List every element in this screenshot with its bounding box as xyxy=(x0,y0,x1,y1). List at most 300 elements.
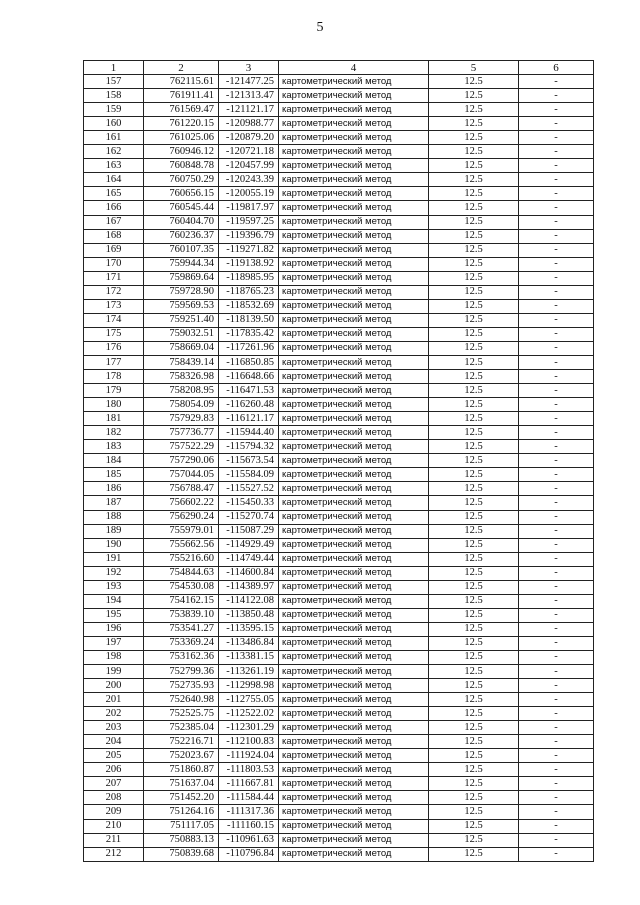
method-cell: картометрический метод xyxy=(279,299,429,313)
point-number-cell: 199 xyxy=(84,665,144,679)
point-number-cell: 171 xyxy=(84,271,144,285)
method-cell: картометрический метод xyxy=(279,552,429,566)
point-number-cell: 212 xyxy=(84,847,144,861)
point-number-cell: 210 xyxy=(84,819,144,833)
method-cell: картометрический метод xyxy=(279,496,429,510)
note-cell: - xyxy=(519,440,594,454)
point-number-cell: 206 xyxy=(84,763,144,777)
x-coordinate-cell: 752799.36 xyxy=(144,665,219,679)
method-cell: картометрический метод xyxy=(279,847,429,861)
note-cell: - xyxy=(519,482,594,496)
column-header: 4 xyxy=(279,61,429,75)
note-cell: - xyxy=(519,426,594,440)
accuracy-cell: 12.5 xyxy=(429,103,519,117)
accuracy-cell: 12.5 xyxy=(429,538,519,552)
method-cell: картометрический метод xyxy=(279,693,429,707)
y-coordinate-cell: -118765.23 xyxy=(219,285,279,299)
note-cell: - xyxy=(519,257,594,271)
y-coordinate-cell: -116260.48 xyxy=(219,398,279,412)
accuracy-cell: 12.5 xyxy=(429,201,519,215)
y-coordinate-cell: -120055.19 xyxy=(219,187,279,201)
table-row xyxy=(84,805,594,819)
point-number-cell: 183 xyxy=(84,440,144,454)
point-number-cell: 176 xyxy=(84,341,144,355)
accuracy-cell: 12.5 xyxy=(429,665,519,679)
x-coordinate-cell: 760404.70 xyxy=(144,215,219,229)
note-cell: - xyxy=(519,285,594,299)
point-number-cell: 174 xyxy=(84,313,144,327)
table-row xyxy=(84,608,594,622)
y-coordinate-cell: -112998.98 xyxy=(219,679,279,693)
y-coordinate-cell: -119396.79 xyxy=(219,229,279,243)
table-row xyxy=(84,693,594,707)
method-cell: картометрический метод xyxy=(279,594,429,608)
note-cell: - xyxy=(519,313,594,327)
point-number-cell: 157 xyxy=(84,75,144,89)
accuracy-cell: 12.5 xyxy=(429,819,519,833)
method-cell: картометрический метод xyxy=(279,117,429,131)
x-coordinate-cell: 760946.12 xyxy=(144,145,219,159)
table-row xyxy=(84,117,594,131)
method-cell: картометрический метод xyxy=(279,763,429,777)
table-row xyxy=(84,468,594,482)
x-coordinate-cell: 759869.64 xyxy=(144,271,219,285)
point-number-cell: 208 xyxy=(84,791,144,805)
y-coordinate-cell: -120457.99 xyxy=(219,159,279,173)
method-cell: картометрический метод xyxy=(279,243,429,257)
point-number-cell: 207 xyxy=(84,777,144,791)
table-row xyxy=(84,721,594,735)
note-cell: - xyxy=(519,145,594,159)
table-row xyxy=(84,299,594,313)
method-cell: картометрический метод xyxy=(279,636,429,650)
x-coordinate-cell: 755979.01 xyxy=(144,524,219,538)
x-coordinate-cell: 758669.04 xyxy=(144,341,219,355)
method-cell: картометрический метод xyxy=(279,187,429,201)
x-coordinate-cell: 758439.14 xyxy=(144,355,219,369)
note-cell: - xyxy=(519,384,594,398)
accuracy-cell: 12.5 xyxy=(429,370,519,384)
note-cell: - xyxy=(519,665,594,679)
method-cell: картометрический метод xyxy=(279,398,429,412)
method-cell: картометрический метод xyxy=(279,833,429,847)
column-header: 6 xyxy=(519,61,594,75)
point-number-cell: 167 xyxy=(84,215,144,229)
method-cell: картометрический метод xyxy=(279,608,429,622)
accuracy-cell: 12.5 xyxy=(429,763,519,777)
method-cell: картометрический метод xyxy=(279,89,429,103)
method-cell: картометрический метод xyxy=(279,749,429,763)
point-number-cell: 165 xyxy=(84,187,144,201)
note-cell: - xyxy=(519,763,594,777)
point-number-cell: 170 xyxy=(84,257,144,271)
x-coordinate-cell: 752525.75 xyxy=(144,707,219,721)
accuracy-cell: 12.5 xyxy=(429,608,519,622)
x-coordinate-cell: 751117.05 xyxy=(144,819,219,833)
table-row xyxy=(84,398,594,412)
method-cell: картометрический метод xyxy=(279,159,429,173)
table-row xyxy=(84,496,594,510)
method-cell: картометрический метод xyxy=(279,201,429,215)
x-coordinate-cell: 759032.51 xyxy=(144,327,219,341)
x-coordinate-cell: 754162.15 xyxy=(144,594,219,608)
accuracy-cell: 12.5 xyxy=(429,426,519,440)
method-cell: картометрический метод xyxy=(279,524,429,538)
note-cell: - xyxy=(519,173,594,187)
point-number-cell: 185 xyxy=(84,468,144,482)
coordinates-table xyxy=(83,60,594,862)
table-row xyxy=(84,454,594,468)
point-number-cell: 177 xyxy=(84,355,144,369)
note-cell: - xyxy=(519,412,594,426)
accuracy-cell: 12.5 xyxy=(429,145,519,159)
accuracy-cell: 12.5 xyxy=(429,243,519,257)
note-cell: - xyxy=(519,847,594,861)
x-coordinate-cell: 759569.53 xyxy=(144,299,219,313)
accuracy-cell: 12.5 xyxy=(429,117,519,131)
accuracy-cell: 12.5 xyxy=(429,285,519,299)
table-row xyxy=(84,482,594,496)
table-row xyxy=(84,622,594,636)
table-row xyxy=(84,370,594,384)
note-cell: - xyxy=(519,187,594,201)
table-row xyxy=(84,847,594,861)
x-coordinate-cell: 760236.37 xyxy=(144,229,219,243)
note-cell: - xyxy=(519,510,594,524)
point-number-cell: 195 xyxy=(84,608,144,622)
accuracy-cell: 12.5 xyxy=(429,173,519,187)
y-coordinate-cell: -115527.52 xyxy=(219,482,279,496)
x-coordinate-cell: 756290.24 xyxy=(144,510,219,524)
table-row xyxy=(84,327,594,341)
accuracy-cell: 12.5 xyxy=(429,229,519,243)
y-coordinate-cell: -115270.74 xyxy=(219,510,279,524)
point-number-cell: 193 xyxy=(84,580,144,594)
accuracy-cell: 12.5 xyxy=(429,412,519,426)
point-number-cell: 198 xyxy=(84,650,144,664)
method-cell: картометрический метод xyxy=(279,426,429,440)
note-cell: - xyxy=(519,243,594,257)
y-coordinate-cell: -111924.04 xyxy=(219,749,279,763)
accuracy-cell: 12.5 xyxy=(429,510,519,524)
method-cell: картометрический метод xyxy=(279,468,429,482)
method-cell: картометрический метод xyxy=(279,791,429,805)
table-row xyxy=(84,833,594,847)
y-coordinate-cell: -114600.84 xyxy=(219,566,279,580)
note-cell: - xyxy=(519,693,594,707)
note-cell: - xyxy=(519,271,594,285)
note-cell: - xyxy=(519,341,594,355)
accuracy-cell: 12.5 xyxy=(429,735,519,749)
x-coordinate-cell: 752385.04 xyxy=(144,721,219,735)
table-row xyxy=(84,313,594,327)
method-cell: картометрический метод xyxy=(279,510,429,524)
x-coordinate-cell: 762115.61 xyxy=(144,75,219,89)
y-coordinate-cell: -110961.63 xyxy=(219,833,279,847)
accuracy-cell: 12.5 xyxy=(429,566,519,580)
method-cell: картометрический метод xyxy=(279,538,429,552)
method-cell: картометрический метод xyxy=(279,721,429,735)
y-coordinate-cell: -121313.47 xyxy=(219,89,279,103)
point-number-cell: 180 xyxy=(84,398,144,412)
x-coordinate-cell: 761025.06 xyxy=(144,131,219,145)
note-cell: - xyxy=(519,608,594,622)
x-coordinate-cell: 760545.44 xyxy=(144,201,219,215)
x-coordinate-cell: 759944.34 xyxy=(144,257,219,271)
x-coordinate-cell: 750839.68 xyxy=(144,847,219,861)
x-coordinate-cell: 750883.13 xyxy=(144,833,219,847)
x-coordinate-cell: 757044.05 xyxy=(144,468,219,482)
method-cell: картометрический метод xyxy=(279,777,429,791)
table-row xyxy=(84,229,594,243)
point-number-cell: 191 xyxy=(84,552,144,566)
note-cell: - xyxy=(519,398,594,412)
method-cell: картометрический метод xyxy=(279,271,429,285)
table-row xyxy=(84,566,594,580)
table-row xyxy=(84,735,594,749)
note-cell: - xyxy=(519,819,594,833)
table-row xyxy=(84,187,594,201)
accuracy-cell: 12.5 xyxy=(429,777,519,791)
note-cell: - xyxy=(519,735,594,749)
point-number-cell: 160 xyxy=(84,117,144,131)
table-row xyxy=(84,440,594,454)
x-coordinate-cell: 760656.15 xyxy=(144,187,219,201)
table-row xyxy=(84,173,594,187)
note-cell: - xyxy=(519,650,594,664)
accuracy-cell: 12.5 xyxy=(429,313,519,327)
note-cell: - xyxy=(519,355,594,369)
table-row xyxy=(84,763,594,777)
method-cell: картометрический метод xyxy=(279,145,429,159)
x-coordinate-cell: 759251.40 xyxy=(144,313,219,327)
table-row xyxy=(84,131,594,145)
accuracy-cell: 12.5 xyxy=(429,622,519,636)
y-coordinate-cell: -120721.18 xyxy=(219,145,279,159)
accuracy-cell: 12.5 xyxy=(429,721,519,735)
note-cell: - xyxy=(519,552,594,566)
table-row xyxy=(84,75,594,89)
accuracy-cell: 12.5 xyxy=(429,833,519,847)
method-cell: картометрический метод xyxy=(279,440,429,454)
x-coordinate-cell: 752216.71 xyxy=(144,735,219,749)
note-cell: - xyxy=(519,749,594,763)
method-cell: картометрический метод xyxy=(279,819,429,833)
x-coordinate-cell: 755216.60 xyxy=(144,552,219,566)
point-number-cell: 182 xyxy=(84,426,144,440)
accuracy-cell: 12.5 xyxy=(429,131,519,145)
table-row xyxy=(84,201,594,215)
method-cell: картометрический метод xyxy=(279,229,429,243)
x-coordinate-cell: 758208.95 xyxy=(144,384,219,398)
method-cell: картометрический метод xyxy=(279,215,429,229)
y-coordinate-cell: -118985.95 xyxy=(219,271,279,285)
point-number-cell: 211 xyxy=(84,833,144,847)
x-coordinate-cell: 752735.93 xyxy=(144,679,219,693)
point-number-cell: 179 xyxy=(84,384,144,398)
note-cell: - xyxy=(519,805,594,819)
point-number-cell: 186 xyxy=(84,482,144,496)
x-coordinate-cell: 758326.98 xyxy=(144,370,219,384)
y-coordinate-cell: -120988.77 xyxy=(219,117,279,131)
point-number-cell: 201 xyxy=(84,693,144,707)
x-coordinate-cell: 754844.63 xyxy=(144,566,219,580)
table-row xyxy=(84,580,594,594)
accuracy-cell: 12.5 xyxy=(429,594,519,608)
x-coordinate-cell: 759728.90 xyxy=(144,285,219,299)
y-coordinate-cell: -112522.02 xyxy=(219,707,279,721)
method-cell: картометрический метод xyxy=(279,173,429,187)
accuracy-cell: 12.5 xyxy=(429,355,519,369)
note-cell: - xyxy=(519,721,594,735)
table-row xyxy=(84,665,594,679)
note-cell: - xyxy=(519,103,594,117)
y-coordinate-cell: -116648.66 xyxy=(219,370,279,384)
y-coordinate-cell: -114122.08 xyxy=(219,594,279,608)
point-number-cell: 189 xyxy=(84,524,144,538)
method-cell: картометрический метод xyxy=(279,327,429,341)
method-cell: картометрический метод xyxy=(279,454,429,468)
x-coordinate-cell: 755662.56 xyxy=(144,538,219,552)
y-coordinate-cell: -116121.17 xyxy=(219,412,279,426)
method-cell: картометрический метод xyxy=(279,257,429,271)
point-number-cell: 203 xyxy=(84,721,144,735)
note-cell: - xyxy=(519,594,594,608)
x-coordinate-cell: 752023.67 xyxy=(144,749,219,763)
note-cell: - xyxy=(519,679,594,693)
note-cell: - xyxy=(519,75,594,89)
table-row xyxy=(84,426,594,440)
accuracy-cell: 12.5 xyxy=(429,636,519,650)
note-cell: - xyxy=(519,117,594,131)
accuracy-cell: 12.5 xyxy=(429,398,519,412)
accuracy-cell: 12.5 xyxy=(429,299,519,313)
table-row xyxy=(84,791,594,805)
x-coordinate-cell: 756788.47 xyxy=(144,482,219,496)
x-coordinate-cell: 753162.36 xyxy=(144,650,219,664)
y-coordinate-cell: -111667.81 xyxy=(219,777,279,791)
point-number-cell: 181 xyxy=(84,412,144,426)
y-coordinate-cell: -116471.53 xyxy=(219,384,279,398)
note-cell: - xyxy=(519,468,594,482)
table-row xyxy=(84,510,594,524)
method-cell: картометрический метод xyxy=(279,735,429,749)
method-cell: картометрический метод xyxy=(279,75,429,89)
x-coordinate-cell: 757290.06 xyxy=(144,454,219,468)
y-coordinate-cell: -113486.84 xyxy=(219,636,279,650)
point-number-cell: 205 xyxy=(84,749,144,763)
table-row xyxy=(84,538,594,552)
table-row xyxy=(84,777,594,791)
y-coordinate-cell: -111803.53 xyxy=(219,763,279,777)
y-coordinate-cell: -113381.15 xyxy=(219,650,279,664)
note-cell: - xyxy=(519,538,594,552)
accuracy-cell: 12.5 xyxy=(429,791,519,805)
y-coordinate-cell: -120243.39 xyxy=(219,173,279,187)
x-coordinate-cell: 760848.78 xyxy=(144,159,219,173)
accuracy-cell: 12.5 xyxy=(429,89,519,103)
note-cell: - xyxy=(519,89,594,103)
point-number-cell: 184 xyxy=(84,454,144,468)
method-cell: картометрический метод xyxy=(279,622,429,636)
point-number-cell: 202 xyxy=(84,707,144,721)
method-cell: картометрический метод xyxy=(279,285,429,299)
point-number-cell: 172 xyxy=(84,285,144,299)
x-coordinate-cell: 751860.87 xyxy=(144,763,219,777)
x-coordinate-cell: 753369.24 xyxy=(144,636,219,650)
table-row xyxy=(84,103,594,117)
y-coordinate-cell: -112301.29 xyxy=(219,721,279,735)
page-number: 5 xyxy=(316,20,324,35)
x-coordinate-cell: 757736.77 xyxy=(144,426,219,440)
x-coordinate-cell: 757522.29 xyxy=(144,440,219,454)
accuracy-cell: 12.5 xyxy=(429,257,519,271)
point-number-cell: 163 xyxy=(84,159,144,173)
accuracy-cell: 12.5 xyxy=(429,327,519,341)
point-number-cell: 200 xyxy=(84,679,144,693)
table-row xyxy=(84,749,594,763)
method-cell: картометрический метод xyxy=(279,805,429,819)
y-coordinate-cell: -114929.49 xyxy=(219,538,279,552)
note-cell: - xyxy=(519,791,594,805)
x-coordinate-cell: 751264.16 xyxy=(144,805,219,819)
point-number-cell: 173 xyxy=(84,299,144,313)
note-cell: - xyxy=(519,215,594,229)
point-number-cell: 164 xyxy=(84,173,144,187)
y-coordinate-cell: -113595.15 xyxy=(219,622,279,636)
point-number-cell: 158 xyxy=(84,89,144,103)
table-row xyxy=(84,159,594,173)
y-coordinate-cell: -116850.85 xyxy=(219,355,279,369)
x-coordinate-cell: 758054.09 xyxy=(144,398,219,412)
table-row xyxy=(84,89,594,103)
accuracy-cell: 12.5 xyxy=(429,805,519,819)
table-row xyxy=(84,524,594,538)
point-number-cell: 168 xyxy=(84,229,144,243)
note-cell: - xyxy=(519,566,594,580)
accuracy-cell: 12.5 xyxy=(429,679,519,693)
accuracy-cell: 12.5 xyxy=(429,215,519,229)
y-coordinate-cell: -112100.83 xyxy=(219,735,279,749)
point-number-cell: 175 xyxy=(84,327,144,341)
table-row xyxy=(84,243,594,257)
table-row xyxy=(84,145,594,159)
y-coordinate-cell: -119138.92 xyxy=(219,257,279,271)
method-cell: картометрический метод xyxy=(279,131,429,145)
accuracy-cell: 12.5 xyxy=(429,693,519,707)
accuracy-cell: 12.5 xyxy=(429,271,519,285)
column-header: 1 xyxy=(84,61,144,75)
point-number-cell: 188 xyxy=(84,510,144,524)
table-body xyxy=(84,75,594,862)
x-coordinate-cell: 752640.98 xyxy=(144,693,219,707)
accuracy-cell: 12.5 xyxy=(429,847,519,861)
y-coordinate-cell: -112755.05 xyxy=(219,693,279,707)
note-cell: - xyxy=(519,201,594,215)
point-number-cell: 194 xyxy=(84,594,144,608)
point-number-cell: 159 xyxy=(84,103,144,117)
y-coordinate-cell: -117261.96 xyxy=(219,341,279,355)
y-coordinate-cell: -113850.48 xyxy=(219,608,279,622)
table-header-row xyxy=(84,61,594,75)
point-number-cell: 161 xyxy=(84,131,144,145)
x-coordinate-cell: 751637.04 xyxy=(144,777,219,791)
y-coordinate-cell: -114389.97 xyxy=(219,580,279,594)
accuracy-cell: 12.5 xyxy=(429,384,519,398)
table-row xyxy=(84,341,594,355)
point-number-cell: 166 xyxy=(84,201,144,215)
note-cell: - xyxy=(519,707,594,721)
